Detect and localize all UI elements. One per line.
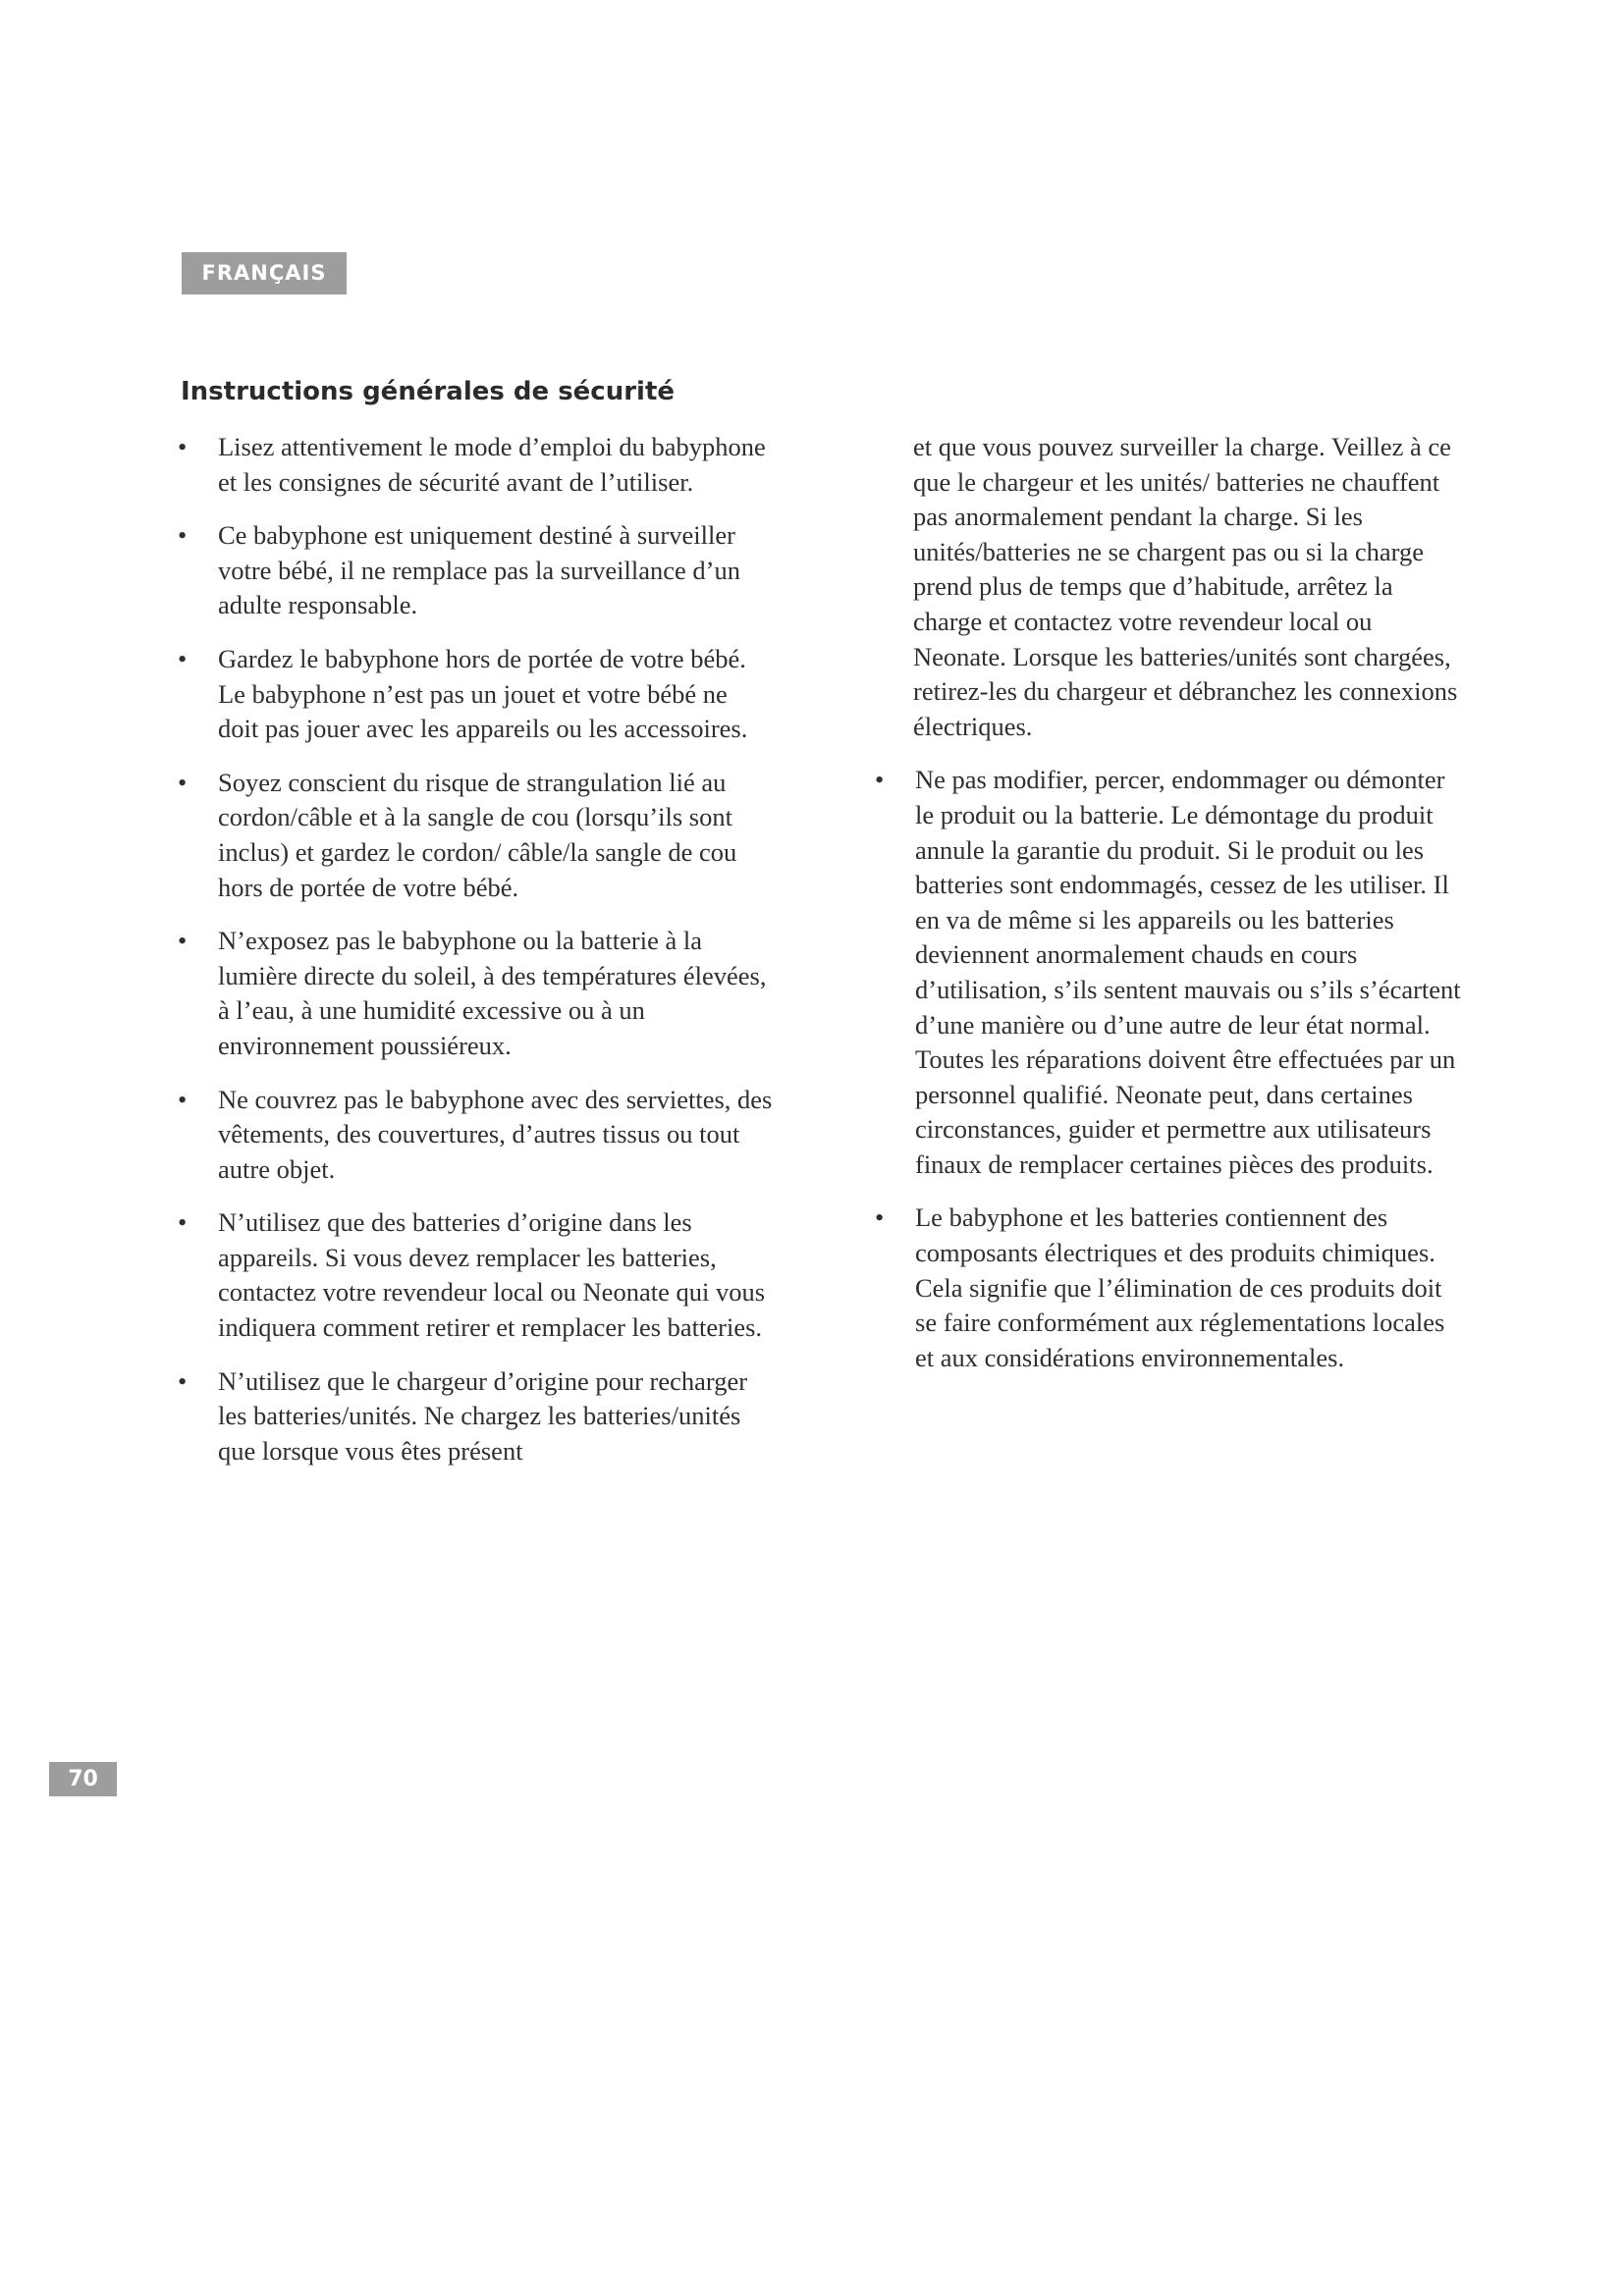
list-item-text: Gardez le babyphone hors de portée de votre bébé. Le babyphone n’est pas un jouet et votre bébé ne doit pas jouer avec les appareils ou les accessoires. (218, 643, 748, 744)
bullet-icon: • (178, 643, 188, 673)
list-item-text: Soyez conscient du risque de strangulation lié au cordon/câble et à la sangle de cou (lorsqu’ils sont inclus) et gardez le cordon/ câble/la sangle de cou hors de portée de votre bébé. (218, 767, 737, 902)
list-item (175, 430, 774, 500)
list-item (872, 763, 1461, 1182)
list-item-text: N’exposez pas le babyphone ou la batterie à la lumière directe du soleil, à des températures élevées, à l’eau, à une humidité excessive ou à un environnement poussiéreux. (218, 926, 767, 1060)
bullet-icon: • (178, 926, 188, 956)
list-item (175, 518, 774, 623)
bullet-icon: • (178, 1084, 188, 1114)
bullet-icon: • (875, 1202, 885, 1233)
list-item-text: Ne pas modifier, percer, endommager ou démonter le produit ou la batterie. Le démontage du produit annule la garantie du produit. Si le produit ou les batteries sont endommagés, cessez de les utiliser. Il en va de même si les appareils ou les batteries deviennent anormalement chauds en cours d’utilisation, s’ils sentent mauvais ou s’ils s’écartent d’une manière ou d’une autre de leur état normal. Toutes les réparations doivent être effectuées par un personnel qualifié. Neonate peut, dans certaines circonstances, guider et permettre aux utilisateurs finaux de remplacer certaines pièces des produits. (915, 765, 1461, 1179)
bullet-icon: • (875, 765, 885, 795)
list-item-text: Ne couvrez pas le babyphone avec des serviettes, des vêtements, des couvertures, d’autres tissus ou tout autre objet. (218, 1084, 773, 1184)
list-item (872, 1201, 1461, 1375)
list-item (175, 1364, 774, 1469)
list-item-text: Ce babyphone est uniquement destiné à surveiller votre bébé, il ne remplace pas la surveillance d’un adulte responsable. (218, 520, 740, 620)
list-item-text: et que vous pouvez surveiller la charge. Veillez à ce que le chargeur et les unités/ batteries ne chauffent pas anormalement pendant la charge. Si les unités/batteries ne se chargent pas ou si la charge prend plus de temps que d’habitude, arrêtez la charge et contactez votre revendeur local ou Neonate. Lorsque les batteries/unités sont chargées, retirez-les du chargeur et débranchez les connexions électriques. (913, 432, 1458, 741)
right-column (872, 430, 1461, 1394)
page-number: 70 (49, 1762, 117, 1796)
list-item (175, 1205, 774, 1345)
list-item (175, 766, 774, 905)
list-item-text: Le babyphone et les batteries contiennent des composants électriques et des produits chimiques. Cela signifie que l’élimination de ces produits doit se faire conformément aux réglementations locales et aux considérations environnementales. (915, 1202, 1445, 1372)
list-item (175, 642, 774, 747)
left-column (175, 430, 774, 1487)
list-item-text: N’utilisez que le chargeur d’origine pour recharger les batteries/unités. Ne chargez les batteries/unités que lorsque vous êtes présent (218, 1365, 748, 1466)
bullet-icon: • (178, 767, 188, 797)
list-item (175, 924, 774, 1063)
bullet-icon: • (178, 1365, 188, 1396)
bullet-icon: • (178, 432, 188, 461)
section-title: Instructions générales de sécurité (181, 377, 676, 406)
bullet-icon: • (178, 1207, 188, 1238)
language-tab: FRANÇAIS (182, 252, 347, 294)
list-item (175, 1083, 774, 1188)
list-item-continuation (872, 430, 1461, 744)
list-item-text: N’utilisez que des batteries d’origine dans les appareils. Si vous devez remplacer les batteries, contactez votre revendeur local ou Neonate qui vous indiquera comment retirer et remplacer les batteries. (218, 1207, 766, 1343)
bullet-icon: • (178, 520, 188, 551)
list-item-text: Lisez attentivement le mode d’emploi du babyphone et les consignes de sécurité avant de l’utiliser. (218, 432, 766, 497)
